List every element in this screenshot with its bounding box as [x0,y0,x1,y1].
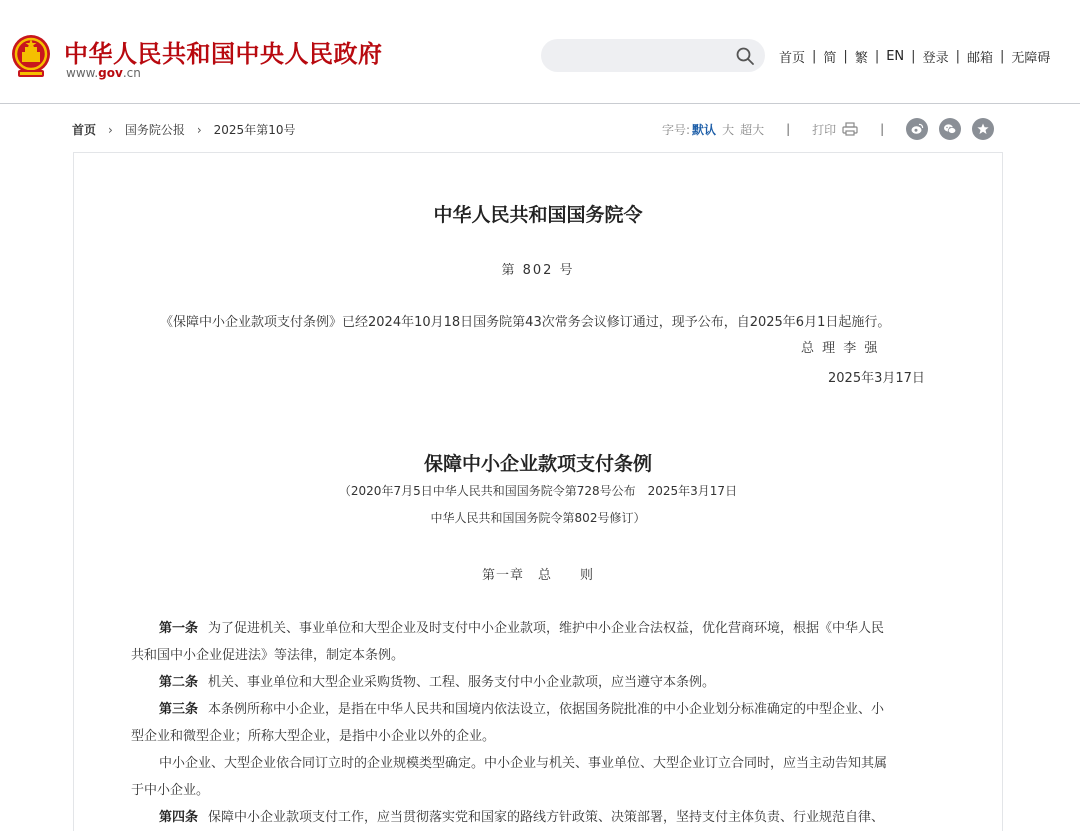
order-number: 第 802 号 [501,263,575,278]
sign-date: 2025年3月17日 [828,371,925,386]
chapter-heading: 第一章 总 则 [481,568,594,583]
regulation-title: 保障中小企业款项支付条例 [423,453,652,475]
regulation-note-line1: （2020年7月5日中华人民共和国国务院令第728号公布 2025年3月17日 [338,484,738,498]
chevron-right-icon: › [196,122,202,137]
regulation-note-line2: 中华人民共和国国务院令第802号修订） [430,511,646,525]
nav-separator: | [999,48,1005,64]
article-line [131,696,943,723]
domain-suffix: .cn [122,66,141,80]
site-name[interactable]: 中华人民共和国中央人民政府 [64,40,383,68]
font-size-xlarge[interactable]: 超大 [740,122,765,137]
national-emblem-icon[interactable] [10,34,52,80]
nav-login[interactable]: 登录 [922,50,949,66]
article-label: 第一条 [159,621,199,636]
top-nav [779,46,1050,66]
favorite-icon[interactable] [972,118,994,140]
search-icon[interactable] [735,46,755,66]
article-toolbar [0,104,1080,152]
nav-mail[interactable]: 邮箱 [966,50,993,66]
article-text: 机关、事业单位和大型企业采购货物、工程、服务支付中小企业款项，应当遵守本条例。 [208,675,716,690]
nav-simplified[interactable]: 简 [823,50,837,66]
article-line: 于中小企业。 [131,783,210,798]
article-text: 保障中小企业款项支付工作，应当贯彻落实党和国家的路线方针政策、决策部署，坚持支付主体负责、行业规范自律、 [208,810,885,825]
breadcrumb-home[interactable]: 首页 [72,123,97,137]
article-2 [131,669,943,696]
printer-icon[interactable] [842,122,858,136]
chevron-right-icon: › [108,122,113,137]
article-1 [131,615,943,669]
domain-prefix: www. [66,66,99,80]
nav-separator: | [874,48,880,64]
article-line: 型企业和微型企业；所称大型企业，是指中小企业以外的企业。 [131,729,496,744]
nav-home[interactable]: 首页 [779,50,806,66]
search-box [541,39,765,72]
breadcrumb [72,121,295,138]
nav-traditional[interactable]: 繁 [854,50,868,66]
site-domain[interactable] [66,66,141,80]
article-card [73,152,1003,831]
article-line: 共和国中小企业促进法》等法律，制定本条例。 [131,648,405,663]
article-label: 第二条 [159,675,199,690]
domain-accent: gov [98,66,123,80]
article-4 [131,804,943,831]
article-text: 本条例所称中小企业，是指在中华人民共和国境内依法设立，依据国务院批准的中小企业划分标准确定的中型企业、小 [208,702,885,717]
article-tools [662,118,1005,140]
article-line [131,615,943,642]
nav-separator: | [955,48,960,64]
order-title: 中华人民共和国国务院令 [433,204,643,226]
signer: 总 理 李 强 [801,341,880,356]
breadcrumb-issue[interactable]: 2025年第10号 [213,123,296,137]
article-label: 第三条 [159,702,199,717]
wechat-icon[interactable] [939,118,961,140]
nav-separator: | [812,48,817,64]
article-line [131,669,943,696]
nav-english[interactable]: EN [886,48,905,64]
font-size-default[interactable]: 默认 [692,122,717,137]
weibo-icon[interactable] [906,118,928,140]
article-line [131,804,943,831]
article-line: 中小企业、大型企业依合同订立时的企业规模类型确定。中小企业与机关、事业单位、大型企业订立合同时，应当主动告知其属 [159,756,888,771]
article-text: 为了促进机关、事业单位和大型企业及时支付中小企业款项，维护中小企业合法权益，优化营商环境，根据《中华人民 [208,621,885,636]
decree-text: 《保障中小企业款项支付条例》已经2024年10月18日国务院第43次常务会议修订通过，现予公布，自2025年6月1日起施行。 [160,315,891,330]
print-button[interactable]: 打印 [812,122,837,137]
nav-separator: | [911,48,916,64]
font-size-label: 字号: [662,122,691,137]
tools-divider: | [786,122,791,136]
nav-separator: | [843,48,848,64]
breadcrumb-gazette[interactable]: 国务院公报 [124,123,185,137]
nav-accessibility[interactable]: 无障碍 [1011,50,1051,66]
article-3-para-2 [131,750,943,804]
font-size-large[interactable]: 大 [722,122,735,137]
article-label: 第四条 [159,810,199,825]
article-3 [131,696,943,750]
tools-divider: | [880,122,885,136]
site-header [0,0,1080,104]
search-input[interactable] [555,45,731,66]
